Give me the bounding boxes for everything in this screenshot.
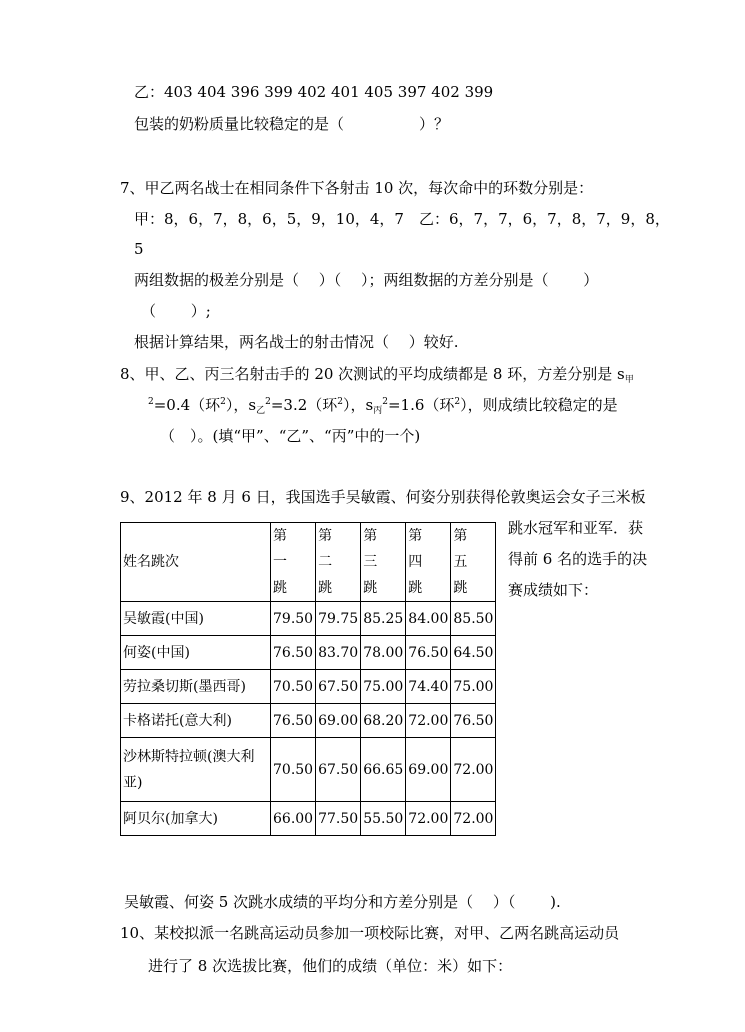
header-top: 第 五 <box>453 528 482 570</box>
q8-sup: 2 <box>337 397 344 407</box>
q8-text: =0.4（环 <box>153 396 221 414</box>
score-cell: 75.00 <box>361 670 406 704</box>
table-row <box>121 704 496 738</box>
score-cell: 74.40 <box>406 670 451 704</box>
table-header-cell <box>406 523 451 602</box>
q8-line1 <box>120 364 634 387</box>
score-cell: 76.50 <box>271 636 316 670</box>
q10-text: 进行了 8 次选拔比赛，他们的成绩（单位：米）如下： <box>148 957 513 975</box>
athlete-name-cell: 何姿(中国) <box>121 636 271 670</box>
table-header-cell <box>271 523 316 602</box>
score-cell: 84.00 <box>406 602 451 636</box>
q8-text: ），s <box>225 396 257 414</box>
score-cell: 76.50 <box>406 636 451 670</box>
header-bottom: 跳 <box>318 580 333 596</box>
athlete-name-cell: 吴敏霞(中国) <box>121 602 271 636</box>
table-row <box>121 602 496 636</box>
score-cell: 76.50 <box>451 704 496 738</box>
table-row <box>121 670 496 704</box>
athlete-name-cell: 阿贝尔(加拿大) <box>121 802 271 836</box>
score-cell: 79.75 <box>316 602 361 636</box>
q8-sub-jia: 甲 <box>624 375 634 385</box>
q9-side-text-2: 得前 6 名的选手的决 <box>508 550 648 568</box>
athlete-name-cell: 劳拉桑切斯(墨西哥) <box>121 670 271 704</box>
score-cell: 69.00 <box>316 704 361 738</box>
athlete-name-cell: 卡格诺托(意大利) <box>121 704 271 738</box>
q8-text: ），s <box>343 396 374 414</box>
q9-title: 9、2012 年 8 月 6 日，我国选手吴敏霞、何姿分别获得伦敦奥运会女子三米板 <box>120 488 646 506</box>
score-cell: 83.70 <box>316 636 361 670</box>
score-cell: 72.00 <box>451 802 496 836</box>
q10-title: 10、某校拟派一名跳高运动员参加一项校际比赛，对甲、乙两名跳高运动员 <box>120 924 620 942</box>
q8-sub-yi: 乙 <box>256 406 266 416</box>
q8-line2 <box>148 395 618 418</box>
score-cell: 55.50 <box>361 802 406 836</box>
q8-text: 8、甲、乙、丙三名射击手的 20 次测试的平均成绩都是 8 环，方差分别是 s <box>120 365 625 383</box>
q9-side-text-3: 赛成绩如下： <box>508 581 599 599</box>
score-cell: 66.00 <box>271 802 316 836</box>
q7-title: 7、甲乙两名战士在相同条件下各射击 10 次，每次命中的环数分别是： <box>120 179 594 197</box>
q8-text: =3.2（环 <box>270 396 338 414</box>
score-cell: 68.20 <box>361 704 406 738</box>
q8-text: ），则成绩比较稳定的是 <box>460 396 618 414</box>
score-cell: 79.50 <box>271 602 316 636</box>
score-cell: 64.50 <box>451 636 496 670</box>
score-cell: 67.50 <box>316 670 361 704</box>
header-bottom: 跳 <box>363 580 378 596</box>
header-top: 第 二 <box>318 528 347 570</box>
q7-question-better: 根据计算结果，两名战士的射击情况（ ）较好. <box>134 333 459 351</box>
score-cell: 77.50 <box>316 802 361 836</box>
table-header-cell <box>316 523 361 602</box>
q8-sup: 2 <box>220 397 226 407</box>
q9-side-text-1: 跳水冠军和亚军．获 <box>508 519 644 537</box>
q9-question: 吴敏霞、何姿 5 次跳水成绩的平均分和方差分别是（ ）（ ). <box>124 893 561 911</box>
table-row <box>121 738 496 802</box>
line-yi-data: 乙：403 404 396 399 402 401 405 397 402 399 <box>134 83 494 101</box>
score-cell: 70.50 <box>271 670 316 704</box>
score-cell: 69.00 <box>406 738 451 802</box>
table-header-cell <box>451 523 496 602</box>
q7-data: 甲：8，6，7，8，6，5，9，10，4，7 乙：6，7，7，6，7，8，7，9，8， <box>134 210 670 228</box>
line-question-stable: 包装的奶粉质量比较稳定的是（ ）？ <box>134 115 450 133</box>
header-bottom: 跳 <box>453 580 468 596</box>
q8-sup: 2 <box>148 397 154 407</box>
score-cell: 75.00 <box>451 670 496 704</box>
header-bottom: 跳 <box>273 580 287 596</box>
diving-scores-table <box>120 522 496 836</box>
q8-text: =1.6（环 <box>387 396 455 414</box>
q7-data-cont: 5 <box>134 240 144 258</box>
q8-sup: 2 <box>265 397 271 407</box>
score-cell: 85.25 <box>361 602 406 636</box>
score-cell: 72.00 <box>451 738 496 802</box>
score-cell: 72.00 <box>406 802 451 836</box>
table-row <box>121 636 496 670</box>
score-cell: 67.50 <box>316 738 361 802</box>
score-cell: 72.00 <box>406 704 451 738</box>
q8-sub-bing: 丙 <box>373 406 383 416</box>
score-cell: 78.00 <box>361 636 406 670</box>
score-cell: 76.50 <box>271 704 316 738</box>
q8-sup: 2 <box>382 397 388 407</box>
table-header-cell <box>361 523 406 602</box>
table-row <box>121 802 496 836</box>
header-top: 第 四 <box>408 528 437 570</box>
q7-question-variance-cont: （ ）; <box>141 302 211 320</box>
table-header-row <box>121 523 496 602</box>
q7-question-range: 两组数据的极差分别是（ ）（ ）；两组数据的方差分别是（ ） <box>134 271 599 289</box>
score-cell: 70.50 <box>271 738 316 802</box>
table-corner-cell: 姓名跳次 <box>121 523 271 602</box>
header-bottom: 跳 <box>408 580 423 596</box>
q8-line3: （ ）。(填“甲”、“乙”、“丙”中的一个) <box>160 427 421 445</box>
score-cell: 85.50 <box>451 602 496 636</box>
q8-sup: 2 <box>454 397 461 407</box>
athlete-name-cell: 沙林斯特拉顿(澳大利亚) <box>121 738 271 802</box>
header-top: 第 一 <box>273 528 301 570</box>
header-top: 第 三 <box>363 528 392 570</box>
score-cell: 66.65 <box>361 738 406 802</box>
